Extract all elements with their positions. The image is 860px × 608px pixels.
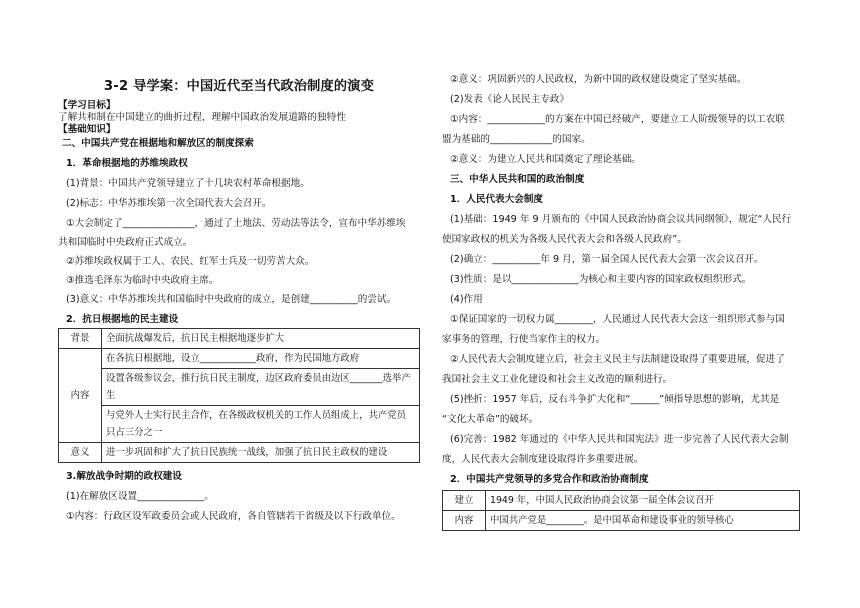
section-3-2-heading: 2．中国共产党领导的多党合作和政治协商制度 bbox=[450, 474, 649, 485]
anti-japanese-base-table bbox=[58, 328, 420, 463]
table-cell: 设置各级参议会，推行抗日民主制度，边区政府委员由边区_______选举产生 bbox=[102, 369, 420, 406]
para-r6: (2)确立：__________年 9 月，第一届全国人民代表大会第一次会议召开。 bbox=[450, 254, 764, 265]
para-r11b: “文化大革命”的破坏。 bbox=[442, 414, 539, 425]
table-cell: 进一步巩固和扩大了抗日民族统一战线，加强了抗日民主政权的建设 bbox=[102, 443, 420, 463]
table-cell-label: 背景 bbox=[59, 329, 102, 349]
para-sign: (2)标志：中华苏维埃第一次全国代表大会召开。 bbox=[66, 198, 272, 209]
section-2-1-heading: 1．革命根据地的苏维埃政权 bbox=[66, 158, 188, 169]
table-row bbox=[59, 443, 420, 463]
para-r9a: ①保证国家的一切权力属________，人民通过人民代表大会这一组织形式参与国 bbox=[450, 314, 785, 325]
table-row bbox=[443, 511, 800, 531]
para-r2: (2)发表《论人民民主专政》 bbox=[450, 94, 570, 105]
para-r8: (4)作用 bbox=[450, 294, 483, 305]
section-3-1-heading: 1．人民代表大会制度 bbox=[450, 194, 544, 205]
para-soviet-power: ②苏维埃政权属于工人、农民、红军士兵及一切劳苦大众。 bbox=[66, 256, 315, 267]
para-r5b: 使国家政权的机关为各级人民代表大会和各级人民政府”。 bbox=[442, 234, 687, 245]
para-r12b: 度，人民代表大会制度建设取得许多重要进展。 bbox=[442, 454, 644, 465]
table-cell: 与党外人士实行民主合作，在各级政权机关的工作人员组成上，共产党员只占三分之一 bbox=[102, 406, 420, 443]
table-cell-label: 内容 bbox=[59, 349, 102, 443]
table-cell: 在各抗日根据地，设立____________政府，作为民国地方政府 bbox=[102, 349, 420, 369]
table-row bbox=[59, 329, 420, 349]
table-row bbox=[59, 369, 420, 406]
para-r3a: ①内容：____________的方案在中国已经破产，要建立工人阶级领导的以工农联 bbox=[450, 114, 785, 125]
table-row bbox=[59, 406, 420, 443]
table-cell-label: 内容 bbox=[443, 511, 486, 531]
section-3-heading: 三、中华人民共和国的政治制度 bbox=[450, 174, 585, 185]
multi-party-table bbox=[442, 490, 800, 531]
para-r5a: (1)基础：1949 年 9 月颁布的《中国人民政治协商会议共同纲领》，规定“人民行 bbox=[450, 214, 792, 225]
section-2-3-heading: 3.解放战争时期的政权建设 bbox=[66, 471, 182, 482]
para-liberated-area: (1)在解放区设置______________。 bbox=[66, 491, 214, 502]
para-r7: (3)性质：是以______________为核心和主要内容的国家政权组织形式。 bbox=[450, 274, 752, 285]
section-2-heading: 二、中国共产党在根据地和解放区的制度探索 bbox=[62, 138, 254, 149]
para-background: (1)背景：中国共产党领导建立了十几块农村革命根据地。 bbox=[66, 178, 310, 189]
para-r12a: (6)完善：1982 年通过的《中华人民共和国宪法》进一步完善了人民代表大会制 bbox=[450, 434, 789, 445]
basic-heading: 【基础知识】 bbox=[58, 124, 116, 135]
table-row bbox=[59, 349, 420, 369]
table-cell-label: 意义 bbox=[59, 443, 102, 463]
section-2-2-heading: 2．抗日根据地的民主建设 bbox=[66, 314, 179, 325]
para-congress-a: ①大会制定了_______________，通过了土地法、劳动法等法令，宣布中华苏维埃 bbox=[66, 218, 406, 229]
para-r11a: (5)挫折：1957 年后，反右斗争扩大化和“______”倾指导思想的影响，尤其是 bbox=[450, 394, 780, 405]
para-r10b: 我国社会主义工业化建设和社会主义改造的顺利进行。 bbox=[442, 374, 673, 385]
para-significance: (3)意义：中华苏维埃共和国临时中央政府的成立，是创建__________的尝试。 bbox=[66, 294, 397, 305]
table-row bbox=[443, 491, 800, 511]
para-r4: ②意义：为建立人民共和国奠定了理论基础。 bbox=[450, 154, 641, 165]
goal-text: 了解共和制在中国建立的曲折过程，理解中国政治发展道路的独特性 bbox=[58, 112, 346, 123]
goal-heading: 【学习目标】 bbox=[58, 100, 116, 111]
table-cell: 1949 年，中国人民政治协商会议第一届全体会议召开 bbox=[486, 491, 800, 511]
para-congress-b: 共和国临时中央政府正式成立。 bbox=[58, 237, 193, 248]
table-cell: 全面抗战爆发后，抗日民主根据地逐步扩大 bbox=[102, 329, 420, 349]
table-cell: 中国共产党是________。是中国革命和建设事业的领导核心 bbox=[486, 511, 800, 531]
page-title: 3-2 导学案：中国近代至当代政治制度的演变 bbox=[103, 79, 375, 94]
para-r1: ②意义：巩固新兴的人民政权，为新中国的政权建设奠定了坚实基础。 bbox=[450, 74, 747, 85]
table-cell-label: 建立 bbox=[443, 491, 486, 511]
para-r10a: ②人民代表大会制度建立后，社会主义民主与法制建设取得了重要进展，促进了 bbox=[450, 354, 785, 365]
para-r3b: 盟为基础的_____________的国家。 bbox=[442, 134, 591, 145]
para-chairman: ③推选毛泽东为临时中央政府主席。 bbox=[66, 275, 219, 286]
para-r9b: 家事务的管理，行使当家作主的权力。 bbox=[442, 334, 606, 345]
para-liberated-content: ①内容：行政区设军政委员会或人民政府，各自管辖若干省级及以下行政单位。 bbox=[66, 511, 401, 522]
